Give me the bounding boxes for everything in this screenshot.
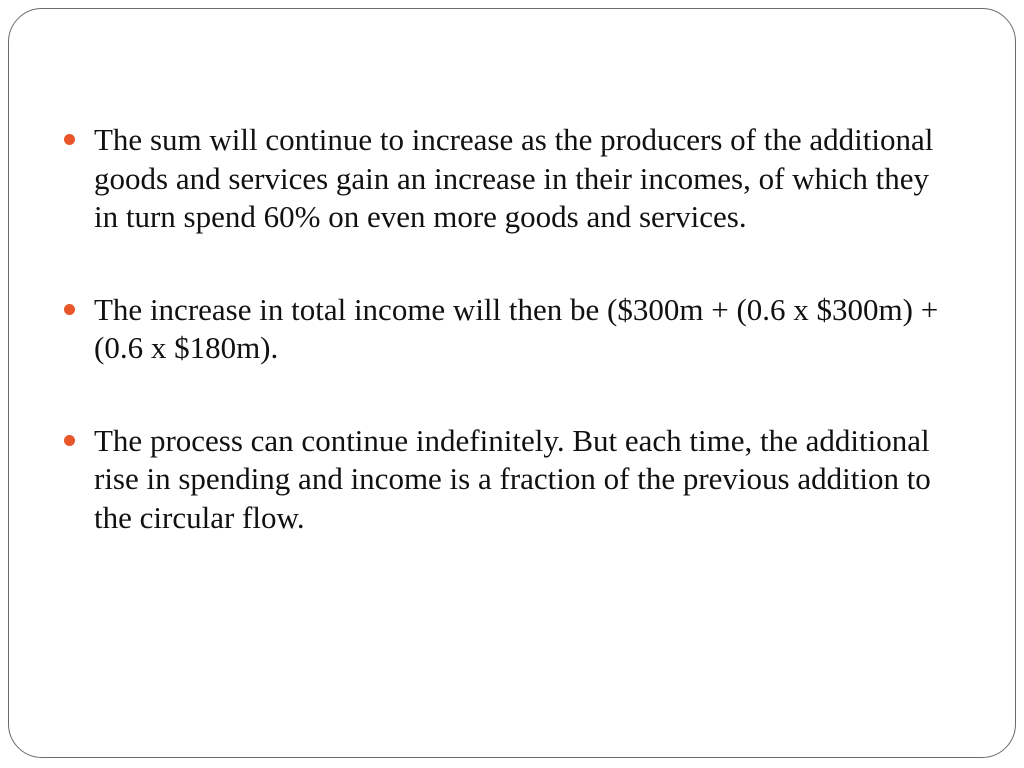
bullet-text: The process can continue indefinitely. But each time, the additional rise in spending and income is a fraction of the previous addition to the circular flow. xyxy=(94,422,931,535)
bullet-item xyxy=(64,422,944,538)
slide-frame xyxy=(8,8,1016,758)
bullet-list xyxy=(64,121,944,591)
bullet-text: The sum will continue to increase as the producers of the additional goods and services gain an increase in their incomes, of which they in turn spend 60% on even more goods and services. xyxy=(94,122,934,234)
bullet-dot-icon xyxy=(64,134,75,145)
bullet-item xyxy=(64,121,944,237)
bullet-dot-icon xyxy=(64,304,75,315)
bullet-item xyxy=(64,291,944,368)
bullet-dot-icon xyxy=(64,435,75,446)
bullet-text: The increase in total income will then be ($300m + (0.6 x $300m) + (0.6 x $180m). xyxy=(94,291,939,365)
